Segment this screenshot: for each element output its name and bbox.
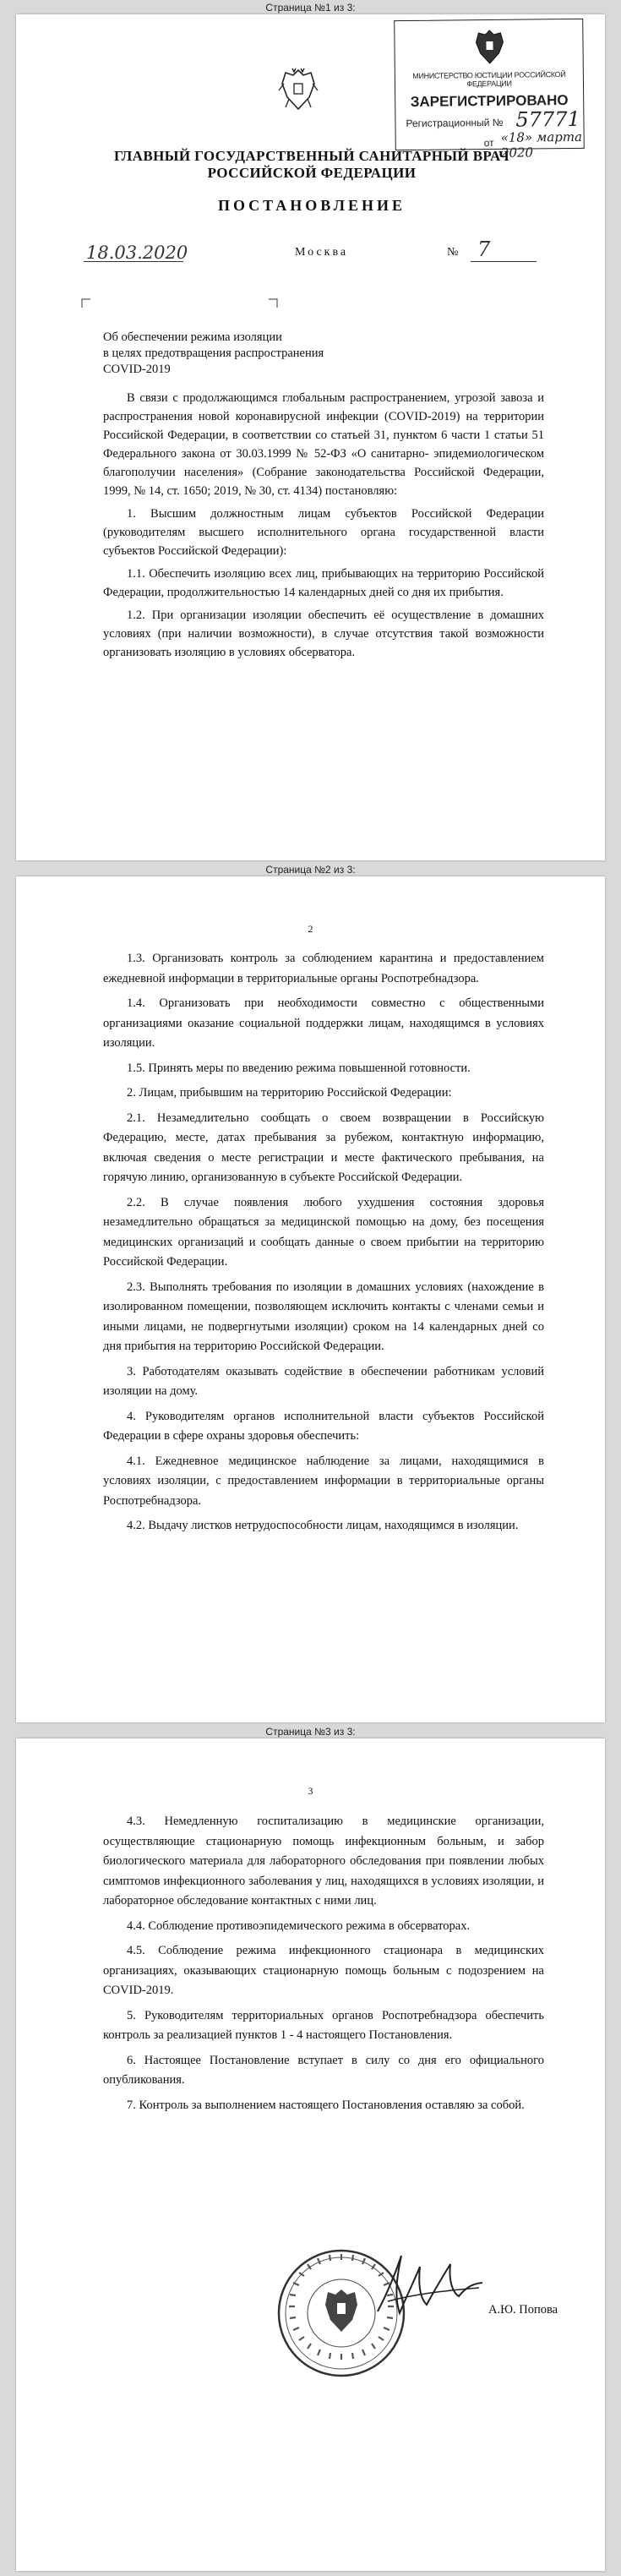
agency-title-line1: ГЛАВНЫЙ ГОСУДАРСТВЕННЫЙ САНИТАРНЫЙ ВРАЧ xyxy=(113,148,510,164)
document-subject xyxy=(103,330,324,378)
document-type: ПОСТАНОВЛЕНИЕ xyxy=(217,197,406,214)
corner-mark-right-icon xyxy=(268,298,278,308)
page-label: Страница №3 из 3: xyxy=(265,1726,356,1738)
signature-icon xyxy=(371,2246,489,2326)
paragraph: 2.3. Выполнять требования по изоляции в домашних условиях (нахождение в изолированном помещении, позволяющем исключить контакты с членами семьи и иными лицами, не подвергнутыми изоляции) сроком на 14 календарных дней со дня прибытия на территорию Российской Федерации. xyxy=(103,1280,544,1353)
paragraph: 1.2. При организации изоляции обеспечить её осуществление в домашних условиях (при наличии возможности), в случае отсутствия такой возможности организовать изоляцию в условиях обсерватора. xyxy=(103,609,544,659)
paragraph: 5. Руководителям территориальных органов Роспотребнадзора обеспечить контроль за реализацией пунктов 1 - 4 настоящего Постановления. xyxy=(103,2008,544,2042)
stamp-reg-label: Регистрационный № xyxy=(406,116,504,130)
registration-stamp xyxy=(394,19,585,161)
paragraph: 4.4. Соблюдение противоэпидемического режима в обсерваторах. xyxy=(127,1918,471,1933)
subject-line: COVID-2019 xyxy=(103,363,171,376)
document-date: 18.03.2020 xyxy=(86,243,188,263)
page-number: 3 xyxy=(308,1785,313,1797)
subject-line: в целях предотвращения распространения xyxy=(103,347,324,360)
paragraph: 4.5. Соблюдение режима инфекционного стационара в медицинских организациях, оказывающих стационарную помощь больным с подозрением на COVID-2019. xyxy=(103,1944,544,1997)
document-city: Москва xyxy=(295,246,349,259)
paragraph: 4.3. Немедленную госпитализацию в медицинские организации, осуществляющие стационарную помощь инфекционным больным, и забор биологического материала для лабораторного обследования при появлении любых симптомов инфекционного заболевания у лиц, находящихся в условиях изоляции, и лабораторное обследование контактных с ними лиц. xyxy=(103,1815,544,1907)
stamp-ministry: МИНИСТЕРСТВО ЮСТИЦИИ РОССИЙСКОЙ ФЕДЕРАЦИИ xyxy=(412,70,566,89)
page-number: 2 xyxy=(308,923,313,935)
paragraph: 4.2. Выдачу листков нетрудоспособности лицам, находящимся в изоляции. xyxy=(127,1519,519,1532)
page-label: Страница №2 из 3: xyxy=(265,864,356,876)
page2-body xyxy=(103,949,544,1536)
document-page-1 xyxy=(16,14,605,860)
paragraph: 1.1. Обеспечить изоляцию всех лиц, прибывающих на территорию Российской Федерации, продолжительностью 14 календарных дней со дня их прибытия. xyxy=(103,567,544,599)
stamp-reg-number: 57771 xyxy=(515,106,580,132)
page-label: Страница №1 из 3: xyxy=(265,2,356,14)
paragraph: 2.2. В случае появления любого ухудшения состояния здоровья незамедлительно обращаться за медицинской помощью на дому, без посещения медицинских организаций и сообщать данные о своем прибытии на территорию Российской Федерации. xyxy=(103,1195,544,1269)
signer-name: А.Ю. Попова xyxy=(488,2303,558,2317)
paragraph: 2. Лицам, прибывшим на территорию Российской Федерации: xyxy=(127,1086,452,1100)
stamp-registered: ЗАРЕГИСТРИРОВАНО xyxy=(410,92,569,110)
paragraph: 2.1. Незамедлительно сообщать о своем возвращении в Российскую Федерацию, месте, датах пребывания за рубежом, контактную информацию, включая сведения о месте регистрации и месте фактического пребывания, на горячую линию, организованную в субъекте Российской Федерации. xyxy=(103,1111,544,1184)
paragraph: 6. Настоящее Постановление вступает в силу со дня его официального опубликования. xyxy=(103,2053,544,2087)
paragraph: 1.4. Организовать при необходимости совместно с общественными организациями оказание социальной поддержки лицам, находящимся в условиях изоляции. xyxy=(103,996,544,1050)
stamp-from-label: от xyxy=(483,136,494,150)
document-number: 7 xyxy=(477,237,491,261)
paragraph: 4.1. Ежедневное медицинское наблюдение за лицами, находящимися в условиях изоляции, с предоставлением информации в территориальные органы Роспотребнадзора. xyxy=(103,1454,544,1508)
paragraph: 7. Контроль за выполнением настоящего Постановления оставляю за собой. xyxy=(127,2098,525,2112)
stamp-from-date: «18» марта 2020 xyxy=(500,128,583,161)
paragraph: В связи с продолжающимся глобальным распространением, угрозой завоза и распространения новой коронавирусной инфекции (COVID-2019) на территории Российской Федерации, в соответствии со статьей 31, пунктом 6 части 1 статьи 51 Федерального закона от 30.03.1999 № 52-ФЗ «О санитарно- эпидемиологическом благополучии населения» (Собрание законодательства Российской Федерации, 1999, № 14, ст. 1650; 2019, № 30, ст. 4134) постановляю: xyxy=(103,391,544,498)
corner-mark-left-icon xyxy=(81,298,91,308)
stamp-coat-of-arms-icon xyxy=(471,27,508,68)
paragraph: 1.3. Организовать контроль за соблюдением карантина и предоставлением ежедневной информации в территориальные органы Роспотребнадзора. xyxy=(103,952,544,985)
agency-title-line2: РОССИЙСКОЙ ФЕДЕРАЦИИ xyxy=(207,165,417,181)
document-number-label: № xyxy=(447,246,459,259)
document-page-2 xyxy=(16,876,605,1722)
paragraph: 3. Работодателям оказывать содействие в обеспечении работникам условий изоляции на дому. xyxy=(103,1364,544,1398)
subject-line: Об обеспечении режима изоляции xyxy=(103,330,282,344)
date-underline xyxy=(84,261,183,262)
coat-of-arms-icon xyxy=(277,65,319,114)
paragraph: 1.5. Принять меры по введению режима повышенной готовности. xyxy=(127,1061,471,1075)
page3-body xyxy=(103,1812,544,2115)
paragraph: 1. Высшим должностным лицам субъектов Российской Федерации (руководителям высшего исполнительного органа государственной власти субъектов Российской Федерации): xyxy=(103,507,544,558)
number-underline xyxy=(471,261,537,262)
document-page-3 xyxy=(16,1738,605,2571)
page1-body xyxy=(103,389,544,662)
paragraph: 4. Руководителям органов исполнительной власти субъектов Российской Федерации в сфере охраны здоровья обеспечить: xyxy=(103,1409,544,1443)
